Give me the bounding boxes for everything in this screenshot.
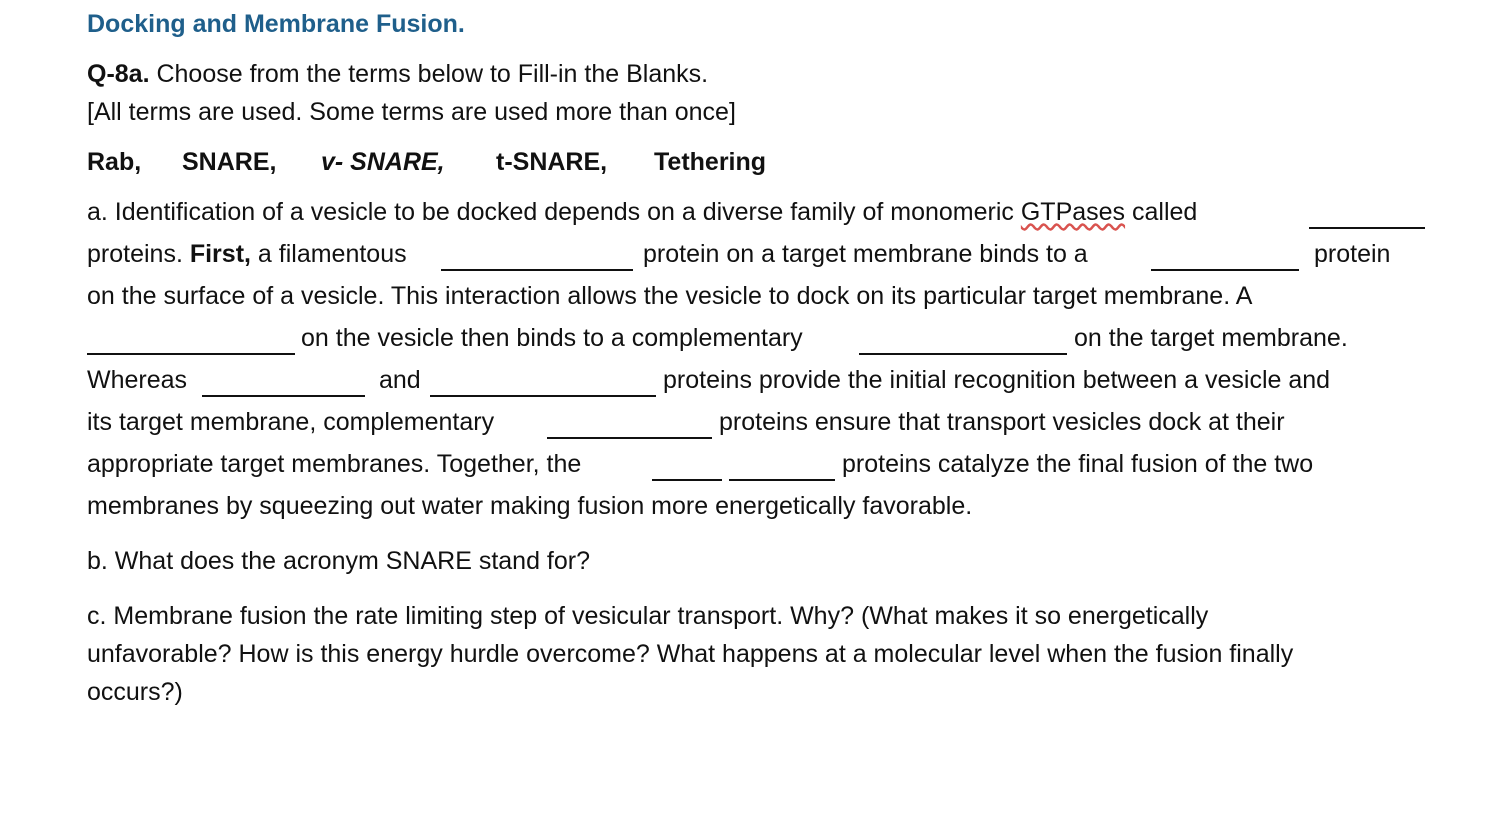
- text-segment: [87, 240, 407, 269]
- question-instruction-line: [87, 60, 708, 89]
- question-c: [87, 597, 1432, 711]
- text-segment: proteins provide the initial recognition between a vesicle and: [663, 366, 1331, 394]
- text-segment: Whereas: [87, 366, 188, 394]
- blank-10[interactable]: [729, 479, 835, 481]
- text-run: proteins.: [87, 240, 190, 268]
- blank-2[interactable]: [441, 269, 633, 271]
- term-tethering: Tethering: [654, 148, 767, 176]
- spellcheck-word: GTPases: [1020, 198, 1126, 226]
- fill-line-7: [87, 450, 1432, 480]
- blank-8[interactable]: [547, 437, 712, 439]
- blank-4[interactable]: [87, 353, 295, 355]
- text-segment: appropriate target membranes. Together, the: [87, 450, 582, 478]
- question-label: Q-8a.: [87, 60, 150, 88]
- text-segment: protein on a target membrane binds to a: [643, 240, 1088, 268]
- term-v-snare: v- SNARE,: [321, 148, 445, 176]
- blank-1[interactable]: [1309, 227, 1425, 229]
- text-segment: on the surface of a vesicle. This interaction allows the vesicle to dock on its particular target membrane. A: [87, 282, 1253, 310]
- question-c-line-1: c. Membrane fusion the rate limiting step of vesicular transport. Why? (What makes it so energetically: [87, 602, 1209, 630]
- bold-text: First,: [189, 240, 251, 268]
- text-segment: membranes by squeezing out water making fusion more energetically favorable.: [87, 492, 973, 520]
- text-segment: its target membrane, complementary: [87, 408, 495, 436]
- fill-line-2: [87, 240, 1432, 270]
- blank-6[interactable]: [202, 395, 365, 397]
- text-segment: proteins catalyze the final fusion of the two: [842, 450, 1314, 478]
- question-c-line-2: unfavorable? How is this energy hurdle overcome? What happens at a molecular level when the fusion finally: [87, 640, 1294, 668]
- question-instruction: Choose from the terms below to Fill-in the Blanks.: [149, 60, 709, 88]
- question-c-line-3: occurs?): [87, 678, 183, 706]
- blank-3[interactable]: [1151, 269, 1299, 271]
- fill-line-4: [87, 324, 1432, 354]
- text-segment: on the target membrane.: [1074, 324, 1348, 352]
- fill-line-6: [87, 408, 1432, 438]
- question-b: b. What does the acronym SNARE stand for?: [87, 547, 591, 575]
- fill-line-3: [87, 282, 1432, 312]
- text-segment: [87, 198, 1197, 227]
- term-t-snare: t-SNARE,: [496, 148, 608, 176]
- term-rab: Rab,: [87, 148, 142, 176]
- fill-line-5: [87, 366, 1432, 396]
- blank-7[interactable]: [430, 395, 656, 397]
- blank-9[interactable]: [652, 479, 722, 481]
- text-run: a. Identification of a vesicle to be docked depends on a diverse family of monomeric: [87, 198, 1021, 226]
- blank-5[interactable]: [859, 353, 1067, 355]
- term-snare: SNARE,: [182, 148, 277, 176]
- text-segment: on the vesicle then binds to a complementary: [301, 324, 803, 352]
- fill-line-1: [87, 198, 1432, 228]
- text-run: called: [1125, 198, 1198, 226]
- page-title: Docking and Membrane Fusion.: [87, 10, 465, 38]
- question-note: [All terms are used. Some terms are used more than once]: [87, 98, 736, 126]
- text-segment: protein: [1314, 240, 1391, 268]
- text-segment: proteins ensure that transport vesicles dock at their: [719, 408, 1285, 436]
- fill-line-8: [87, 492, 1432, 522]
- text-segment: and: [379, 366, 421, 394]
- text-run: a filamentous: [250, 240, 407, 268]
